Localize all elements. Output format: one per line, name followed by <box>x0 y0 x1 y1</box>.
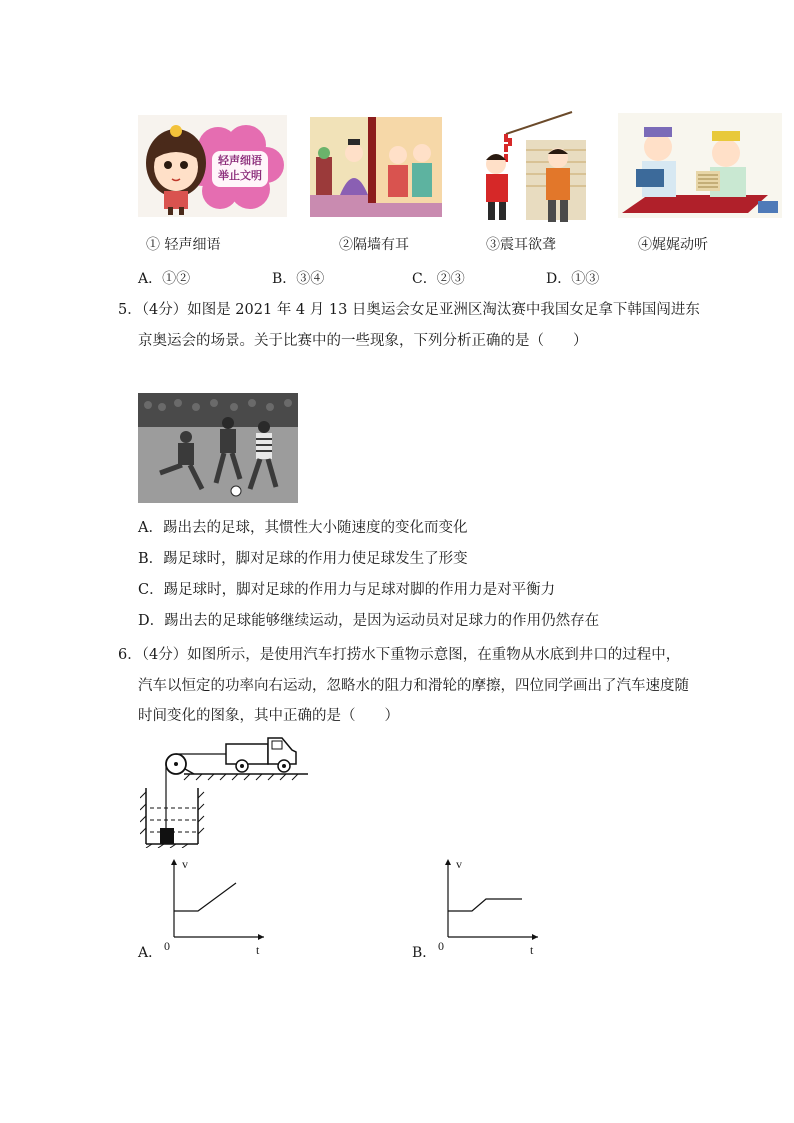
graph-b-x-label: t <box>530 943 534 957</box>
q4-option-a[interactable] <box>138 268 190 288</box>
option-text: ①② <box>162 271 191 287</box>
image-soft-voice <box>138 115 287 217</box>
graph-a-y-label: v <box>182 857 188 871</box>
option-letter: A． <box>138 271 163 287</box>
q6-stem-line1: 6．（4分）如图所示，是使用汽车打捞水下重物示意图，在重物从水底到井口的过程中， <box>118 647 681 663</box>
q5-stem-line2: 京奥运会的场景。关于比赛中的一些现象，下列分析正确的是（ ） <box>138 333 588 349</box>
q5-option-b[interactable]: B．踢足球时，脚对足球的作用力使足球发生了形变 <box>138 551 468 567</box>
caption-2: ②隔墙有耳 <box>339 237 409 253</box>
caption-3: ③震耳欲聋 <box>486 237 556 253</box>
caption-4: ④娓娓动听 <box>638 237 708 253</box>
graph-b <box>434 855 544 955</box>
image-deafening <box>476 110 586 224</box>
banner-text-line2: 举止文明 <box>218 169 262 182</box>
caption-1: ① 轻声细语 <box>146 237 221 253</box>
graph-b-y-label: v <box>456 857 462 871</box>
q4-option-c[interactable] <box>412 268 465 288</box>
image-football-match <box>138 393 298 503</box>
graph-a-origin-label: 0 <box>164 939 170 953</box>
option-text: ①③ <box>571 271 600 287</box>
banner-text <box>214 153 266 183</box>
q6-stem-line3: 时间变化的图象，其中正确的是（ ） <box>138 708 399 724</box>
banner-text-line1: 轻声细语 <box>218 154 262 167</box>
q5-option-d[interactable]: D．踢出去的足球能够继续运动，是因为运动员对足球力的作用仍然存在 <box>138 613 600 629</box>
graph-b-option-label[interactable]: B． <box>412 945 437 961</box>
option-text: ②③ <box>436 271 465 287</box>
graph-a-option-label[interactable]: A． <box>138 945 163 961</box>
image-ears-behind-wall <box>310 117 442 217</box>
graph-a-curve <box>174 883 236 911</box>
option-letter: B． <box>272 271 297 287</box>
q5-stem-line1: 5．（4分）如图是 2021 年 4 月 13 日奥运会女足亚洲区淘汰赛中我国女足拿下韩国闯进东 <box>118 302 700 318</box>
graph-a-x-label: t <box>256 943 260 957</box>
graph-a <box>160 855 270 955</box>
option-letter: C． <box>412 271 437 287</box>
q4-option-d[interactable] <box>546 268 599 288</box>
q6-stem-line2: 汽车以恒定的功率向右运动，忽略水的阻力和滑轮的摩擦，四位同学画出了汽车速度随 <box>138 678 689 694</box>
truck-salvage-diagram <box>140 736 312 848</box>
q4-option-b[interactable] <box>272 268 324 288</box>
graph-b-origin-label: 0 <box>438 939 444 953</box>
image-pleasant-talk <box>618 113 782 218</box>
option-text: ③④ <box>296 271 325 287</box>
q5-option-c[interactable]: C．踢足球时，脚对足球的作用力与足球对脚的作用力是对平衡力 <box>138 582 556 598</box>
option-letter: D． <box>546 271 572 287</box>
graph-b-curve <box>448 899 522 911</box>
q5-option-a[interactable]: A．踢出去的足球，其惯性大小随速度的变化而变化 <box>138 520 468 536</box>
